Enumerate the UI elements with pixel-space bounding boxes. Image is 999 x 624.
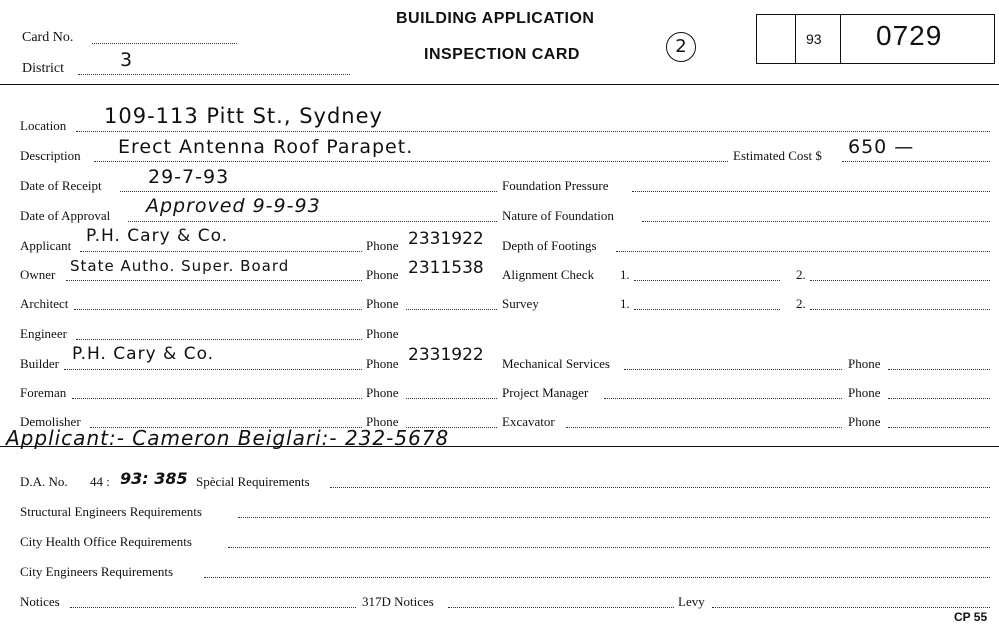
foundation-pressure-label: Foundation Pressure [502, 178, 609, 193]
mechanical-services-label: Mechanical Services [502, 356, 610, 371]
form-code: CP 55 [954, 610, 988, 624]
estimated-cost-value: 650 — [848, 136, 915, 158]
levy-label: Levy [678, 594, 705, 609]
engineer-label: Engineer [20, 326, 67, 341]
foreman-label: Foreman [20, 385, 67, 400]
form-title-line2: INSPECTION CARD [424, 46, 580, 63]
owner-value: State Autho. Super. Board [70, 257, 290, 275]
city-eng-req-label: City Engineers Requirements [20, 564, 174, 579]
architect-phone-label: Phone [366, 296, 399, 311]
foreman-phone-label: Phone [366, 385, 399, 400]
card-no-line [92, 43, 237, 44]
district-value: 3 [120, 49, 134, 71]
special-req-label: Spècial Requirements [196, 474, 310, 489]
nature-foundation-label: Nature of Foundation [502, 208, 614, 223]
architect-label: Architect [20, 296, 69, 311]
applicant-note: Applicant:- Cameron Beiglari:- 232-5678 [6, 426, 450, 450]
demolisher-label: Demolisher [20, 414, 81, 429]
district-label: District [22, 61, 64, 76]
district-line [78, 74, 350, 75]
middle-rule [0, 446, 999, 447]
structural-req-label: Structural Engineers Requirements [20, 504, 202, 519]
box-year: 93 [806, 31, 822, 47]
date-approval-value: Approved 9-9-93 [146, 195, 321, 217]
engineer-phone-label: Phone [366, 326, 399, 341]
date-approval-label: Date of Approval [20, 208, 111, 223]
builder-phone-value: 2331922 [408, 345, 484, 365]
da-no-label: D.A. No. [20, 474, 68, 489]
applicant-value: P.H. Cary & Co. [86, 226, 229, 246]
mechanical-phone-label: Phone [848, 356, 881, 371]
da-no-prefix: 44 : [90, 474, 110, 489]
form-title-line1: BUILDING APPLICATION [396, 10, 595, 27]
notices-317d-label: 317D Notices [362, 594, 434, 609]
da-no-value: 93: 385 [120, 469, 188, 488]
excavator-phone-label: Phone [848, 414, 881, 429]
applicant-phone-label: Phone [366, 238, 399, 253]
builder-label: Builder [20, 356, 59, 371]
estimated-cost-label: Estimated Cost $ [733, 148, 822, 163]
date-receipt-value: 29-7-93 [148, 166, 230, 188]
depth-footings-label: Depth of Footings [502, 238, 597, 253]
location-label: Location [20, 118, 67, 133]
owner-phone-value: 2311538 [408, 258, 484, 278]
project-manager-phone-label: Phone [848, 385, 881, 400]
box-number: 0729 [876, 20, 943, 51]
applicant-label: Applicant [20, 238, 72, 253]
builder-value: P.H. Cary & Co. [72, 344, 215, 364]
owner-label: Owner [20, 267, 56, 282]
applicant-phone-value: 2331922 [408, 229, 484, 249]
description-label: Description [20, 148, 81, 163]
health-req-label: City Health Office Requirements [20, 534, 192, 549]
card-no-label: Card No. [22, 30, 74, 45]
owner-phone-label: Phone [366, 267, 399, 282]
date-receipt-label: Date of Receipt [20, 178, 102, 193]
circled-number: 2 [666, 32, 696, 62]
inspection-card: Card No. District 3 BUILDING APPLICATION INSPECTION CARD 2 93 0729 Location 109-113 Pitt St., Sydney Description Erect Antenna Roof Parapet. Estimated Cost $ 650 — Date of Receipt 29-7-93 Date of Approval Approved 9-9-93 Applicant P.H. Cary & Co. Owner State Autho. Super. Board Architect Engineer Builder P.H. Cary & Co. Foreman Demolisher Phone 2331922 Phone 2311538 Phone Phone Phone 2331922 Phone Phone Foundation Pressure Nature of Foundation Depth of Footings Alignment Check 1. 2. Survey 1. 2. Mechanical Services Phone Project Manager Phone Excavator Phone Applicant:- Cameron Beiglari:- 232-5678 D.A. No. 44 : 93: 385 Spècial Requirements Structural Engineers Requirements City Health Office Requirements City Engineers Requirements Notices 317D Notices Levy CP 55 [0, 0, 999, 624]
demolisher-phone-label: Phone [366, 414, 399, 429]
description-value: Erect Antenna Roof Parapet. [118, 136, 414, 158]
notices-label: Notices [20, 594, 60, 609]
builder-phone-label: Phone [366, 356, 399, 371]
project-manager-label: Project Manager [502, 385, 589, 400]
excavator-label: Excavator [502, 414, 555, 429]
alignment-check-label: Alignment Check [502, 267, 595, 282]
location-value: 109-113 Pitt St., Sydney [104, 104, 383, 128]
survey-label: Survey [502, 296, 539, 311]
header-rule [0, 84, 999, 85]
